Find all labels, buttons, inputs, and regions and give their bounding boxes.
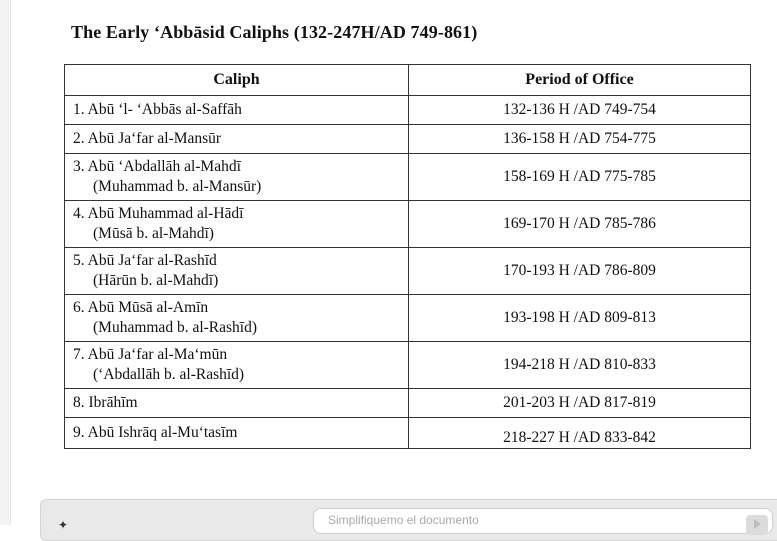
caliph-name-cell xyxy=(65,418,409,449)
caliph-name-cell xyxy=(65,154,409,201)
table-row xyxy=(65,96,751,125)
period-cell: 218-227 H /AD 833-842 xyxy=(409,418,751,449)
caliph-name-cell xyxy=(65,295,409,342)
period-cell: 136-158 H /AD 754-775 xyxy=(409,125,751,154)
caliph-lineage: (Muhammad b. al-Mansūr) xyxy=(93,178,262,195)
table-row xyxy=(65,389,751,418)
caliph-name: 2. Abū Ja‘far al-Mansūr xyxy=(73,130,222,147)
page-title: The Early ‘Abbāsid Caliphs (132-247H/AD 749-861) xyxy=(71,22,478,42)
caliph-name: 3. Abū ‘Abdallāh al-Mahdī xyxy=(73,158,241,175)
caliph-name: 9. Abū Ishrāq al-Mu‘tasīm xyxy=(73,424,238,441)
caliph-name-cell xyxy=(65,389,409,418)
table-row xyxy=(65,295,751,342)
caliph-name: 4. Abū Muhammad al-Hādī xyxy=(73,205,244,222)
caliph-name: 1. Abū ‘l- ‘Abbās al-Saffāh xyxy=(73,101,242,118)
assistant-sparkle-icon[interactable]: ✦ xyxy=(58,518,69,532)
table-row xyxy=(65,418,751,449)
caliphs-table xyxy=(64,64,751,449)
table-row xyxy=(65,342,751,389)
table-row xyxy=(65,201,751,248)
table-header-row xyxy=(65,65,751,96)
period-cell: 193-198 H /AD 809-813 xyxy=(409,295,751,342)
header-caliph: Caliph xyxy=(65,65,409,96)
period-cell: 170-193 H /AD 786-809 xyxy=(409,248,751,295)
caliph-lineage: (Hārūn b. al-Mahdī) xyxy=(93,272,219,289)
caliph-lineage: (‘Abdallāh b. al-Rashīd) xyxy=(93,366,245,383)
table-row xyxy=(65,154,751,201)
caliph-name: 7. Abū Ja‘far al-Ma‘mūn xyxy=(73,346,228,363)
caliph-lineage: (Muhammad b. al-Rashīd) xyxy=(93,319,258,336)
caliph-name-cell xyxy=(65,248,409,295)
period-cell: 201-203 H /AD 817-819 xyxy=(409,389,751,418)
header-period: Period of Office xyxy=(409,65,751,96)
period-cell: 169-170 H /AD 785-786 xyxy=(409,201,751,248)
caliph-lineage: (Mūsā b. al-Mahdī) xyxy=(93,225,214,242)
period-cell: 194-218 H /AD 810-833 xyxy=(409,342,751,389)
caliph-name: 5. Abū Ja‘far al-Rashīd xyxy=(73,252,217,269)
caliph-name-cell xyxy=(65,201,409,248)
send-button[interactable] xyxy=(746,515,768,535)
caliph-name-cell xyxy=(65,342,409,389)
period-cell: 158-169 H /AD 775-785 xyxy=(409,154,751,201)
caliph-name-cell xyxy=(65,125,409,154)
caliph-name: 6. Abū Mūsā al-Amīn xyxy=(73,299,209,316)
caliph-name-cell xyxy=(65,96,409,125)
caliph-name: 8. Ibrāhīm xyxy=(73,394,138,411)
period-cell: 132-136 H /AD 749-754 xyxy=(409,96,751,125)
assistant-input[interactable]: Simplifiquemo el documento xyxy=(313,508,773,534)
table-row xyxy=(65,248,751,295)
left-rail xyxy=(0,0,11,525)
table-row xyxy=(65,125,751,154)
